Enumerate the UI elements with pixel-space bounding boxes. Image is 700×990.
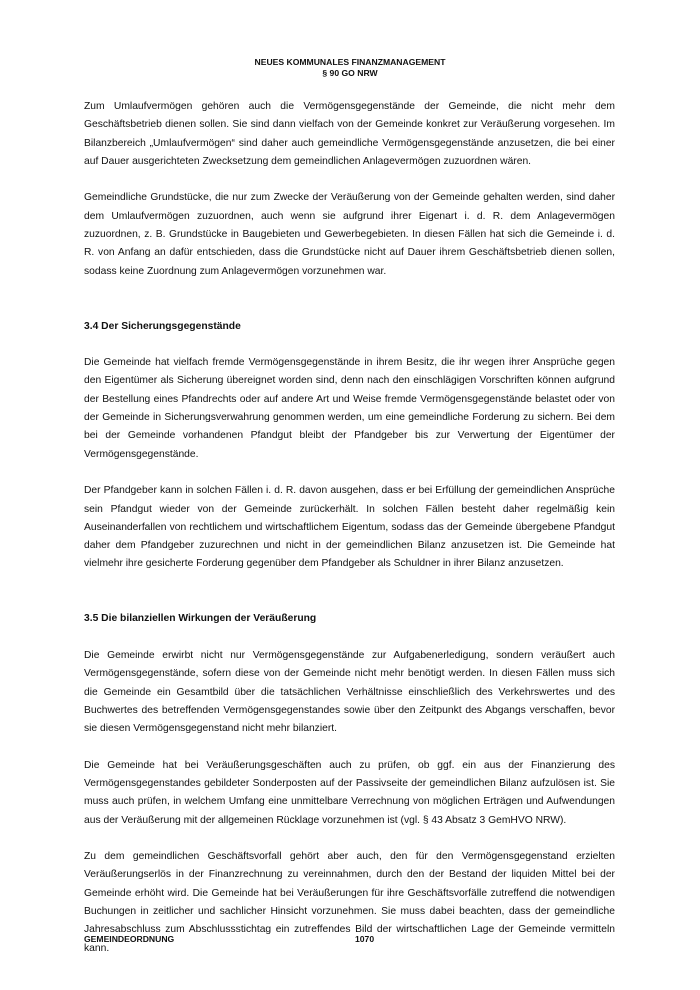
header-title: NEUES KOMMUNALES FINANZMANAGEMENT — [254, 57, 446, 67]
paragraph: Die Gemeinde erwirbt nicht nur Vermögensgegenstände zur Aufgabenerledigung, sondern veräußert auch Vermögensgegenstände, sofern diese von der Gemeinde nicht mehr benötigt werden. In diesen Fällen muss sich die Gemeinde ein Gesamtbild über die tatsächlichen Verhältnisse einschließlich des Verkehrswertes und des Buchwertes des betreffenden Vermögensgegenstandes sowie über den Zeitpunkt des Abgangs verschaffen, bevor sie diesen Vermögensgegenstand nicht mehr bilanziert. — [84, 649, 615, 735]
spacer — [84, 592, 615, 610]
section-heading-3-5: 3.5 Die bilanziellen Wirkungen der Veräußerung — [84, 613, 317, 625]
paragraph: Gemeindliche Grundstücke, die nur zum Zwecke der Veräußerung von der Gemeinde gehalten werden, sind daher dem Umlaufvermögen zuzuordnen, auch wenn sie aufgrund ihrer Eigenart i. d. R. dem Anlagevermögen zuzuordnen, z. B. Grundstücke in Baugebieten und Gewerbegebieten. In diesen Fällen hat sich die Gemeinde i. d. R. von Anfang an dafür entschieden, dass die Grundstücke nicht auf Dauer ihrem Geschäftsbetrieb dienen sollen, sodass keine Zuordnung zum Anlagevermögen vorzunehmen war. — [84, 192, 615, 277]
footer-title: GEMEINDEORDNUNG — [84, 934, 175, 944]
paragraph: Der Pfandgeber kann in solchen Fällen i. d. R. davon ausgehen, dass er bei Erfüllung der gemeindlichen Ansprüche sein Pfandgut wieder von der Gemeinde zurückerhält. In solchen Fällen besteht daher regelmäßig kein Auseinanderfallen von rechtlichem und wirtschaftlichem Eigentum, sodass das der Gemeinde übergebene Pfandgut daher dem Pfandgeber zuzurechnen und nicht in der gemeindlichen Bilanz anzusetzen ist. Die Gemeinde hat vielmehr ihre gesicherte Forderung gegenüber dem Pfandgeber als Schuldner in ihrer Bilanz anzusetzen. — [84, 485, 615, 570]
page-body — [84, 98, 615, 976]
page-number: 1070 — [355, 934, 375, 944]
paragraph: Zum Umlaufvermögen gehören auch die Vermögensgegenstände der Gemeinde, die nicht mehr dem Geschäftsbetrieb dienen sollen. Sie sind dann vielfach von der Gemeinde konkret zur Veräußerung vorgesehen. Im Bilanzbereich „Umlaufvermögen“ sind daher auch gemeindliche Vermögensgegenstände anzusetzen, die bei einer auf Dauer ausgerichteten Zwecksetzung dem gemeindlichen Anlagevermögen zuzuordnen wären. — [84, 101, 615, 167]
header-section: § 90 GO NRW — [322, 68, 378, 78]
paragraph: Zu dem gemeindlichen Geschäftsvorfall gehört aber auch, den für den Vermögensgegenstand erzielten Veräußerungserlös in der Finanzrechnung zu vereinnahmen, durch den der Bestand der liquiden Mittel bei der Gemeinde erhöht wird. Die Gemeinde hat bei Veräußerungen für ihre Geschäftsvorfälle zutreffend die notwendigen Buchungen in zeitlicher und sachlicher Hinsicht vorzunehmen. Sie muss dabei beachten, dass der gemeindliche Jahresabschluss zum Abschlussstichtag ein zutreffendes Bild der wirtschaftlichen Lage der Gemeinde vermitteln kann. — [84, 851, 615, 954]
spacer — [84, 299, 615, 317]
paragraph: Die Gemeinde hat bei Veräußerungsgeschäften auch zu prüfen, ob ggf. ein aus der Finanzierung des Vermögensgegenstandes gebildeter Sonderposten auf der Passivseite der gemeindlichen Bilanz aufzulösen ist. Sie muss auch prüfen, in welchem Umfang eine unmittelbare Verrechnung von möglichen Erträgen und Aufwendungen aus der Veräußerung mit der allgemeinen Rücklage vorzunehmen ist (vgl. § 43 Absatz 3 GemHVO NRW). — [84, 759, 615, 826]
section-heading-3-4: 3.4 Der Sicherungsgegenstände — [84, 320, 241, 332]
paragraph: Die Gemeinde hat vielfach fremde Vermögensgegenstände in ihrem Besitz, die ihr wegen ihrer Ansprüche gegen den Eigentümer als Sicherung übereignet worden sind, denn nach den einschlägigen Vorschriften können aufgrund der Bestellung eines Pfandrechts oder auf andere Art und Weise fremde Vermögensgegenstände belastet oder von der Gemeinde in Sicherungsverwahrung genommen werden, um eine gemeindliche Forderung zu sichern. Bei dem bei der Gemeinde vorhandenen Pfandgut bleibt der Pfandgeber bis zur Verwertung der Eigentümer der Vermögensgegenstände. — [84, 357, 615, 460]
page-header — [0, 57, 700, 79]
